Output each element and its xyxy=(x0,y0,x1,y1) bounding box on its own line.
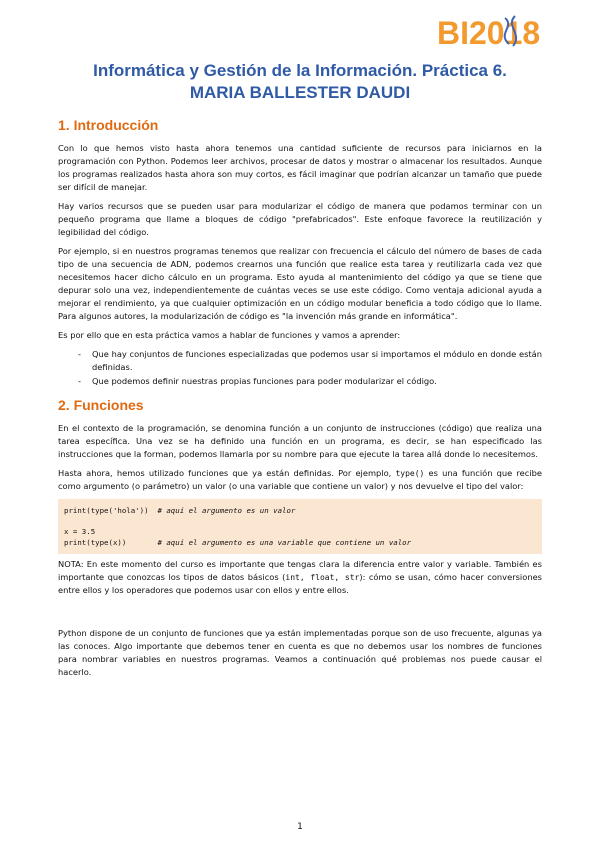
section-2-heading: 2. Funciones xyxy=(58,397,144,413)
logo-text: BI2018 xyxy=(437,15,541,51)
code-line-1: print(type('hola')) # aquí el argumento es un valor xyxy=(64,506,296,515)
intro-paragraph-4: Es por ello que en esta práctica vamos a hablar de funciones y vamos a aprender: xyxy=(58,330,401,340)
intro-paragraph-2: Hay varios recursos que se pueden usar para modularizar el código de manera que podamos terminar con un pequeño programa que llame a bloques de código "prefabricados". Este enfoque favorece la reutilización y legibilidad del código. xyxy=(58,201,542,237)
bullet-mark: - xyxy=(78,376,81,386)
functions-paragraph-1: En el contexto de la programación, se denomina función a un conjunto de instrucciones (código) que realiza una tarea específica. Una vez se ha definido una función en un programa, es decir, se han especificado las instrucciones que la forman, podemos llamarla por su nombre para que ejecute la tarea allá donde lo necesitemos. xyxy=(58,423,542,459)
title-line-1: Informática y Gestión de la Información. Práctica 6. xyxy=(93,61,507,80)
intro-paragraph-1: Con lo que hemos visto hasta ahora tenemos una cantidad suficiente de recursos para iniciarnos en la programación con Python. Podemos leer archivos, procesar de datos y mostrar o almacenar los resultados. Aunque los programas realizados hasta ahora son muy cortos, es fácil imaginar que podrían alcanzar un tamaño que puede ser difícil de manejar. xyxy=(58,143,542,192)
inline-code: type() xyxy=(395,469,425,478)
page-title xyxy=(0,60,600,104)
bullet-mark: - xyxy=(78,349,81,359)
intro-paragraph-3: Por ejemplo, si en nuestros programas tenemos que realizar con frecuencia el cálculo del número de bases de cada tipo de una secuencia de ADN, podemos crearnos una función que realice esta tarea y reutilizarla cada vez que necesitemos hacer dicho cálculo en un programa. Esto ayuda al mantenimiento del código ya que se tiene que depurar solo una vez, independientemente de cuántas veces se use este código. Como ventaja adicional ayuda a mejorar el rendimiento, ya que cualquier optimización en un código modular beneficia a todo código que lo llame. Para algunos autores, la modularización de código es "la invención más grande en informática". xyxy=(58,246,542,321)
functions-paragraph-3: Python dispone de un conjunto de funciones que ya están implementadas porque son de uso frecuente, algunas ya las conoces. Algo importante que debemos tener en cuenta es que no debemos usar los nombres de funciones para nombrar variables en nuestros programas. Veamos a continuación qué problemas nos puede causar el hacerlo. xyxy=(58,628,542,677)
title-line-2: MARIA BALLESTER DAUDI xyxy=(189,83,411,102)
section-1-heading: 1. Introducción xyxy=(58,117,159,133)
logo-graphic xyxy=(435,12,555,52)
code-block xyxy=(58,499,542,554)
list-item: - Que podemos definir nuestras propias funciones para poder modularizar el código. xyxy=(78,376,437,386)
inline-code-types: int, float, str xyxy=(285,573,360,582)
code-line-2: x = 3.5 xyxy=(64,527,96,536)
document-body xyxy=(58,116,542,685)
page-number: 1 xyxy=(297,822,303,832)
code-line-3: print(type(x)) # aquí el argumento es una variable que contiene un valor xyxy=(64,537,412,547)
bi2018-logo xyxy=(435,12,555,52)
learning-goals-list xyxy=(58,348,542,388)
functions-paragraph-2: Hasta ahora, hemos utilizado funciones que ya están definidas. Por ejemplo, type() es una función que recibe como argumento (o parámetro) un valor (o una variable que contiene un valor) y nos devuelve el tipo del valor: xyxy=(58,468,542,491)
note-paragraph: NOTA: En este momento del curso es importante que tengas clara la diferencia entre valor y variable. También es importante que conozcas los tipos de datos básicos (int, float, str): cómo se usan, cómo hacer conversiones entre ellos y los operadores que podemos usar con ellos y entre ellos. xyxy=(58,559,542,595)
code-blank-line xyxy=(64,517,534,528)
list-item: - Que hay conjuntos de funciones especializadas que podemos usar si importamos el módulo en donde están definidas. xyxy=(78,349,542,372)
